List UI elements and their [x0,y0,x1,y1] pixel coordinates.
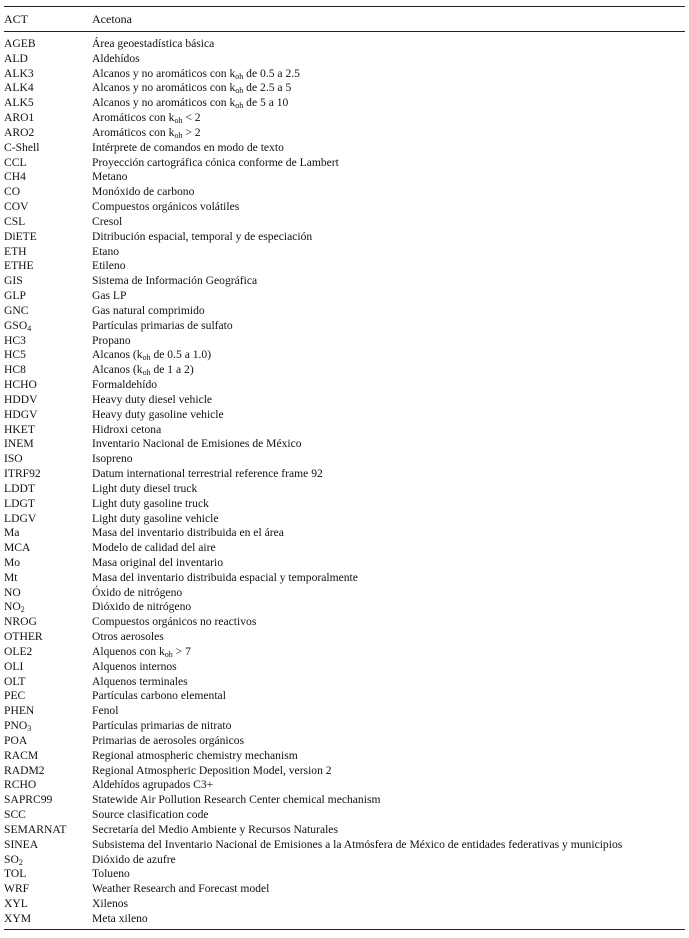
row-abbreviation: OLI [4,659,24,673]
table-row [0,689,689,704]
table-row [0,793,689,808]
row-abbreviation: CCL [4,155,27,169]
row-definition: Alquenos con $k_{oh} > 7$ [92,644,191,659]
table-row [0,853,689,868]
definition-subscript: oh [235,101,244,111]
row-definition: Masa original del inventario [92,555,224,569]
table-row [0,67,689,82]
definition-subscript: oh [142,368,151,378]
table-row [0,719,689,734]
row-definition: Aromáticos con $k_{oh} > 2$ [92,125,201,140]
table-row [0,749,689,764]
table-row [0,319,689,334]
row-definition: Heavy duty gasoline vehicle [92,407,224,421]
row-abbreviation: SINEA [4,837,39,851]
row-definition: Propano [92,333,131,347]
row-abbreviation: ETHE [4,259,34,273]
table-row [0,867,689,882]
table-row [0,467,689,482]
row-definition: Alcanos y no aromáticos con $k_{oh}$ de 2.5 a 5 [92,81,292,96]
row-abbreviation: $NO_2$ [4,600,25,615]
row-definition: Dióxido de nitrógeno [92,600,192,614]
row-abbreviation: NROG [4,615,37,629]
definition-subscript: oh [235,86,244,96]
table-row [0,482,689,497]
table-row [0,408,689,423]
definition-subscript: oh [164,649,173,659]
table-row [0,838,689,853]
row-definition: Masa del inventario distribuida en el área [92,526,284,540]
table-row [0,675,689,690]
row-definition: Alcanos ($k_{oh}$ de 1 a 2) [92,363,194,378]
row-abbreviation: Mt [4,570,18,584]
table-row [0,526,689,541]
row-definition: Área geoestadística básica [92,37,215,50]
table-row [0,170,689,185]
row-abbreviation: LDGT [4,496,35,510]
row-abbreviation: ARO2 [4,125,35,139]
table-row [0,615,689,630]
row-abbreviation: TOL [4,867,27,881]
row-abbreviation: Mo [4,555,21,569]
row-definition: Masa del inventario distribuida espacial y temporalmente [92,570,358,584]
table-row [0,334,689,349]
row-abbreviation: CH4 [4,170,26,184]
row-abbreviation: MCA [4,541,31,555]
row-abbreviation: HC8 [4,363,26,377]
table-top-rule [4,6,685,7]
table-row [0,348,689,363]
table-row [0,764,689,779]
row-definition: Light duty gasoline truck [92,496,209,510]
row-abbreviation: HDDV [4,392,38,406]
row-abbreviation: LDDT [4,481,35,495]
row-abbreviation: ALK4 [4,81,34,95]
row-definition: Hidroxi cetona [92,422,162,436]
definition-subscript: oh [174,116,183,126]
row-abbreviation: GIS [4,274,23,288]
row-definition: Datum international terrestrial reference frame 92 [92,467,323,481]
table-row [0,363,689,378]
row-abbreviation: CO [4,185,21,199]
table-body [0,37,689,927]
row-definition: Alcanos ($k_{oh}$ de 0.5 a 1.0) [92,348,212,363]
table-header-rule [4,31,685,32]
row-definition: Monóxido de carbono [92,185,195,199]
row-definition: Aldehídos agrupados C3+ [92,778,214,792]
table-row [0,897,689,912]
table-row [0,215,689,230]
row-definition: Dióxido de azufre [92,852,176,866]
table-row [0,304,689,319]
row-abbreviation: POA [4,733,28,747]
table-row [0,245,689,260]
table-bottom-rule [4,929,685,930]
row-definition: Compuestos orgánicos volátiles [92,200,240,214]
row-abbreviation: HCHO [4,378,37,392]
row-abbreviation: XYM [4,911,32,925]
row-abbreviation: OLT [4,674,26,688]
table-row [0,230,689,245]
definition-subscript: oh [235,71,244,81]
row-definition: Meta xileno [92,911,148,925]
row-definition: Tolueno [92,867,130,881]
row-definition: Sistema de Información Geográfica [92,274,258,288]
table-row [0,52,689,67]
row-abbreviation: OLE2 [4,644,33,658]
row-abbreviation: GLP [4,289,26,303]
row-abbreviation: ITRF92 [4,467,41,481]
table-row [0,778,689,793]
row-definition: Xilenos [92,897,129,911]
row-definition: Inventario Nacional de Emisiones de México [92,437,302,451]
row-definition: Cresol [92,214,123,228]
row-abbreviation: HDGV [4,407,38,421]
row-definition: Gas LP [92,289,127,303]
row-abbreviation: $SO_2$ [4,852,23,867]
table-row [0,704,689,719]
table-row [0,96,689,111]
row-abbreviation: AGEB [4,37,36,50]
table-row [0,882,689,897]
row-definition: Etano [92,244,120,258]
row-abbreviation: OTHER [4,630,43,644]
row-abbreviation: $GSO_4$ [4,318,32,333]
table-header-row [0,11,689,27]
table-row [0,156,689,171]
abbreviation-subscript: 2 [18,857,23,867]
table-row [0,437,689,452]
row-definition: Etileno [92,259,126,273]
abbreviation-subscript: 4 [27,323,32,333]
row-definition: Regional Atmospheric Deposition Model, version 2 [92,763,332,777]
row-definition: Aromáticos con $k_{oh} < 2$ [92,111,201,126]
row-abbreviation: ARO1 [4,111,35,125]
table-row [0,185,689,200]
definition-subscript: oh [142,353,151,363]
row-definition: Gas natural comprimido [92,303,205,317]
table-row [0,423,689,438]
row-abbreviation: SEMARNAT [4,822,67,836]
row-definition: Primarias de aerosoles orgánicos [92,733,245,747]
table-row [0,734,689,749]
row-definition: Alcanos y no aromáticos con $k_{oh}$ de 0.5 a 2.5 [92,66,300,81]
row-abbreviation: DiETE [4,229,37,243]
row-abbreviation: WRF [4,882,30,896]
row-abbreviation: ALK3 [4,66,34,80]
row-abbreviation: ALK5 [4,96,34,110]
header-definition: Acetona [92,12,132,26]
table-row [0,126,689,141]
table-row [0,37,689,52]
abbreviation-subscript: 2 [20,605,25,615]
row-definition: Modelo de calidad del aire [92,541,216,555]
table-row [0,660,689,675]
row-definition: Alcanos y no aromáticos con $k_{oh}$ de 5 a 10 [92,96,289,111]
table-row [0,141,689,156]
row-definition: Compuestos orgánicos no reactivos [92,615,257,629]
row-definition: Alquenos internos [92,659,177,673]
row-abbreviation: ALD [4,51,28,65]
row-abbreviation: RADM2 [4,763,45,777]
row-abbreviation: ETH [4,244,27,258]
row-definition: Alquenos terminales [92,674,188,688]
row-abbreviation: INEM [4,437,34,451]
row-definition: Partículas primarias de nitrato [92,719,232,733]
row-definition: Light duty gasoline vehicle [92,511,219,525]
table-row [0,378,689,393]
row-definition: Formaldehído [92,378,158,392]
row-definition: Proyección cartográfica cónica conforme de Lambert [92,155,339,169]
table-row [0,452,689,467]
table-row [0,808,689,823]
row-definition: Fenol [92,704,119,718]
table-row [0,289,689,304]
row-definition: Isopreno [92,452,133,466]
row-definition: Partículas primarias de sulfato [92,318,233,332]
row-abbreviation: C-Shell [4,140,40,154]
row-definition: Aldehídos [92,51,140,65]
row-abbreviation: GNC [4,303,29,317]
row-abbreviation: PEC [4,689,26,703]
table-row [0,81,689,96]
row-abbreviation: SCC [4,808,26,822]
table-row [0,200,689,215]
abbreviation-subscript: 3 [27,724,32,734]
table-row [0,600,689,615]
header-abbreviation: ACT [4,12,28,26]
row-definition: Partículas carbono elemental [92,689,226,703]
table-row [0,497,689,512]
row-abbreviation: NO [4,585,21,599]
row-abbreviation: LDGV [4,511,37,525]
row-definition: Otros aerosoles [92,630,164,644]
table-row [0,259,689,274]
row-definition: Regional atmospheric chemistry mechanism [92,748,298,762]
row-definition: Óxido de nitrógeno [92,585,183,599]
row-abbreviation: COV [4,200,29,214]
row-abbreviation: HKET [4,422,35,436]
table-row [0,586,689,601]
table-row [0,630,689,645]
row-definition: Source clasification code [92,808,209,822]
row-definition: Intérprete de comandos en modo de texto [92,140,284,154]
row-abbreviation: RACM [4,748,39,762]
row-abbreviation: ISO [4,452,23,466]
row-abbreviation: $PNO_3$ [4,719,32,734]
table-row [0,912,689,927]
row-abbreviation: SAPRC99 [4,793,53,807]
row-abbreviation: PHEN [4,704,35,718]
row-definition: Light duty diesel truck [92,481,198,495]
row-definition: Metano [92,170,128,184]
table-row [0,645,689,660]
table-row [0,571,689,586]
row-abbreviation: XYL [4,897,28,911]
table-row [0,823,689,838]
row-definition: Weather Research and Forecast model [92,882,270,896]
row-abbreviation: HC3 [4,333,26,347]
row-abbreviation: HC5 [4,348,26,362]
definition-subscript: oh [174,130,183,140]
row-definition: Heavy duty diesel vehicle [92,392,213,406]
table-row [0,111,689,126]
table-row [0,556,689,571]
table-row [0,541,689,556]
row-abbreviation: RCHO [4,778,37,792]
table-row [0,274,689,289]
row-definition: Statewide Air Pollution Research Center chemical mechanism [92,793,381,807]
table-row [0,393,689,408]
table-row [0,512,689,527]
row-definition: Secretaría del Medio Ambiente y Recursos Naturales [92,822,338,836]
row-definition: Ditribución espacial, temporal y de especiación [92,229,313,243]
row-abbreviation: Ma [4,526,20,540]
row-definition: Subsistema del Inventario Nacional de Emisiones a la Atmósfera de México de entidades federativas y municipios [92,837,623,851]
row-abbreviation: CSL [4,214,26,228]
